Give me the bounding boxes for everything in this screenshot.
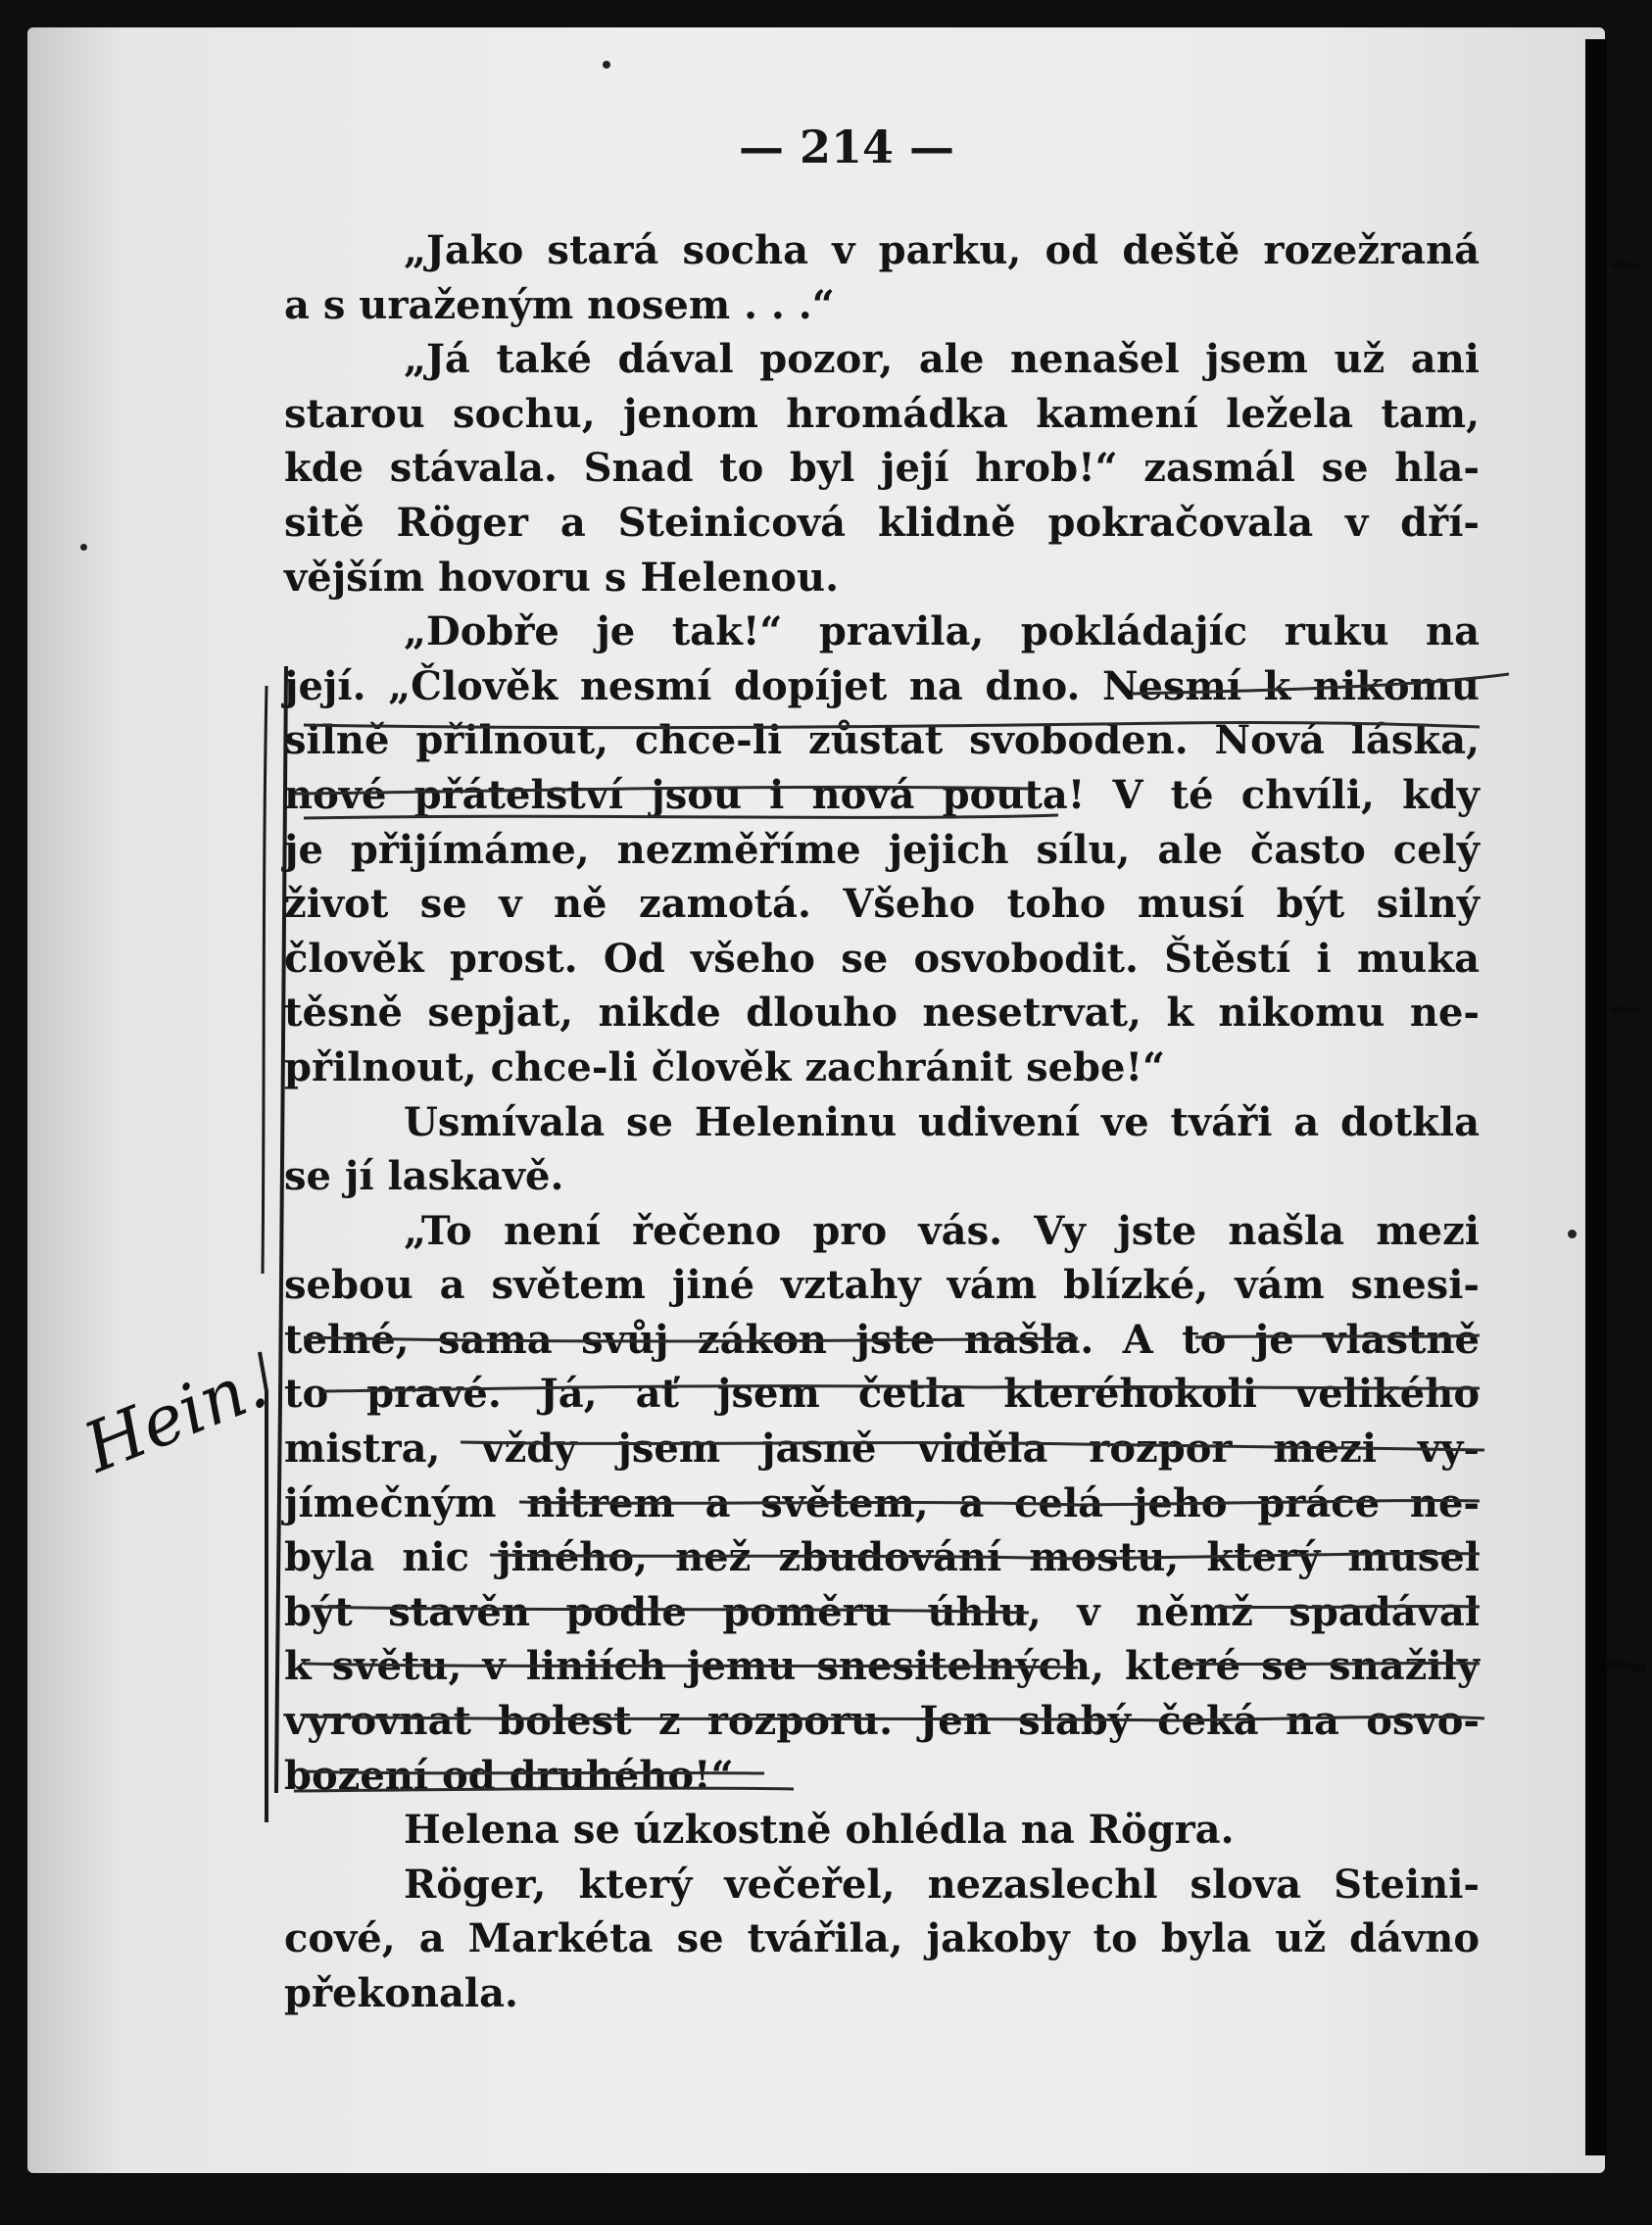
text-line: kde stávala. Snad to byl její hrob!“ zasmál se hla- — [284, 445, 1480, 492]
text-line: „Dobře je tak!“ pravila, pokládajíc ruku na — [404, 608, 1480, 655]
book-spine-edge — [1585, 39, 1607, 2155]
dust-speck — [80, 544, 87, 551]
text-line: být stavěn podle poměru úhlu, v němž spadával — [284, 1588, 1480, 1635]
text-line: její. „Člověk nesmí dopíjet na dno. Nesmí k nikomu — [284, 662, 1480, 709]
text-line: Usmívala se Heleninu udivení ve tváři a dotkla — [404, 1098, 1480, 1145]
text-line: sebou a světem jiné vztahy vám blízké, vám snesi- — [284, 1262, 1480, 1309]
dust-speck — [603, 61, 610, 69]
text-line: „To není řečeno pro vás. Vy jste našla mezi — [404, 1207, 1480, 1254]
text-line: život se v ně zamotá. Všeho toho musí být silný — [284, 881, 1480, 928]
text-line: k světu, v liniích jemu snesitelných, které se snažily — [284, 1643, 1480, 1690]
handwritten-margin-note: Hein. — [73, 1342, 278, 1489]
text-line: Röger, který večeřel, nezaslechl slova Steini- — [404, 1861, 1480, 1908]
text-line: vyrovnat bolest z rozporu. Jen slabý čeká na osvo- — [284, 1698, 1480, 1745]
spine-tick — [1607, 1666, 1646, 1668]
text-line: se jí laskavě. — [284, 1153, 564, 1200]
text-line: silně přilnout, chce-li zůstat svoboden. Nová láska, — [284, 717, 1480, 764]
text-line: byla nic jiného, než zbudování mostu, který musel — [284, 1534, 1480, 1581]
text-line: těsně sepjat, nikde dlouho nesetrvat, k nikomu ne- — [284, 990, 1480, 1037]
text-line: překonala. — [284, 1970, 518, 2016]
text-line: bození od druhého!“ — [284, 1752, 734, 1799]
dust-speck — [1568, 1230, 1577, 1238]
spine-tick — [1612, 1009, 1638, 1011]
text-line: starou sochu, jenom hromádka kamení ležela tam, — [284, 390, 1480, 437]
text-line: přilnout, chce-li člověk zachránit sebe!“ — [284, 1043, 1166, 1090]
body-text — [284, 223, 1480, 2021]
text-line: Helena se úzkostně ohlédla na Rögra. — [404, 1807, 1235, 1854]
text-line: cové, a Markéta se tvářila, jakoby to byla už dávno — [284, 1915, 1480, 1962]
text-line: telné, sama svůj zákon jste našla. A to je vlastně — [284, 1316, 1480, 1363]
page-number: — 214 — — [738, 121, 955, 173]
text-line: vějším hovoru s Helenou. — [284, 554, 839, 601]
text-line: „Já také dával pozor, ale nenašel jsem už ani — [404, 336, 1480, 383]
text-line: je přijímáme, nezměříme jejich sílu, ale často celý — [284, 826, 1480, 873]
text-line: sitě Röger a Steinicová klidně pokračovala v dří- — [284, 499, 1480, 546]
text-line: „Jako stará socha v parku, od deště rozežraná — [404, 227, 1480, 273]
spine-tick — [1612, 265, 1638, 266]
text-line: a s uraženým nosem . . .“ — [284, 281, 835, 328]
text-line: mistra, vždy jsem jasně viděla rozpor mezi vy- — [284, 1426, 1480, 1473]
text-line: člověk prost. Od všeho se osvobodit. Štěstí i muka — [284, 935, 1480, 982]
text-line: nové přátelství jsou i nová pouta! V té chvíli, kdy — [284, 771, 1480, 818]
text-line: to pravé. Já, ať jsem četla kteréhokoli velikého — [284, 1371, 1480, 1418]
text-line: jímečným nitrem a světem, a celá jeho práce ne- — [284, 1479, 1480, 1526]
